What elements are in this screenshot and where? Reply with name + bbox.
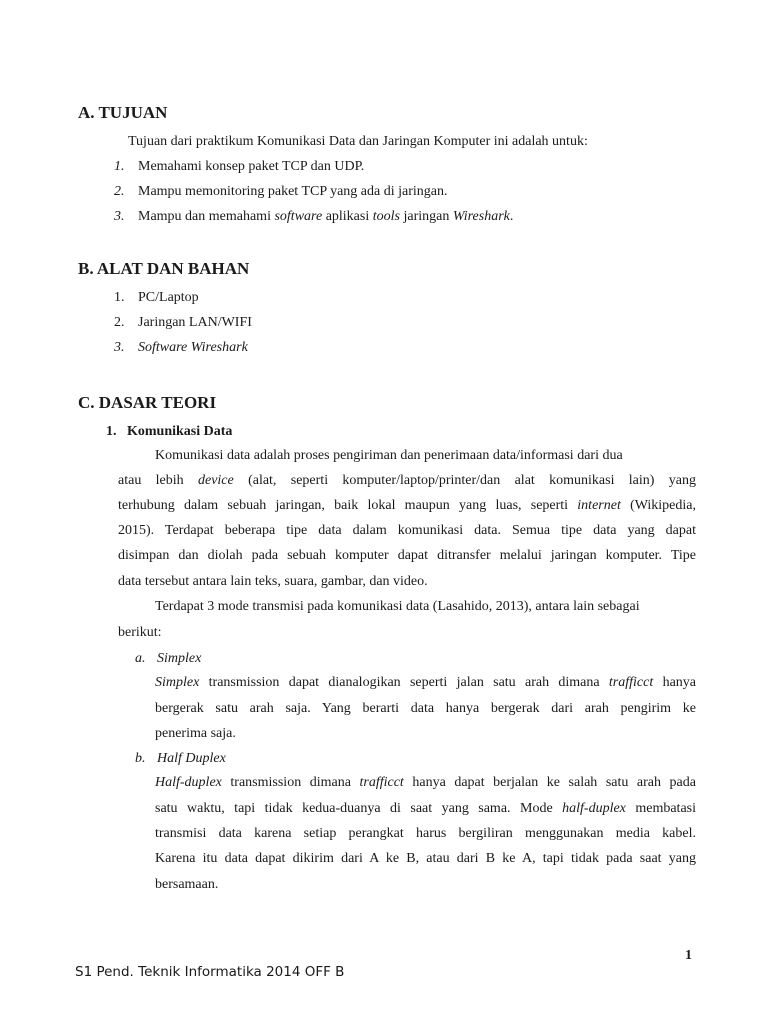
- italic-term: tools: [372, 209, 400, 224]
- italic-term: trafficct: [608, 675, 654, 690]
- list-number: 1.: [114, 290, 125, 305]
- tujuan-intro: Tujuan dari praktikum Komunikasi Data dan Jaringan Komputer ini adalah untuk:: [128, 134, 588, 149]
- heading-alat-bahan: B. ALAT DAN BAHAN: [78, 259, 250, 278]
- list-text: Memahami konsep paket TCP dan UDP.: [138, 159, 365, 174]
- italic-term: trafficct: [359, 775, 404, 790]
- list-text: PC/Laptop: [138, 290, 199, 305]
- paragraph-line: transmisi data karena setiap perangkat harus bergiliran menggunakan media kabel.: [155, 826, 696, 841]
- list-text: Mampu dan memahami: [138, 209, 275, 224]
- paragraph-line: [155, 800, 696, 818]
- paragraph-line: Karena itu data dapat dikirim dari A ke B, atau dari B ke A, tapi tidak pada saat yang: [155, 851, 696, 866]
- mode-simplex-title: [135, 650, 201, 668]
- text-span: transmission dapat dianalogikan seperti jalan satu arah dimana: [199, 675, 609, 690]
- paragraph-line: Komunikasi data adalah proses pengiriman dan penerimaan data/informasi dari dua: [155, 448, 623, 463]
- list-text: jaringan: [399, 209, 453, 224]
- tujuan-item-3: [114, 208, 513, 226]
- paragraph-line: berikut:: [118, 625, 162, 640]
- paragraph-line: bersamaan.: [155, 877, 219, 892]
- text-span: (Wikipedia,: [620, 498, 696, 513]
- italic-term: Simplex: [155, 675, 200, 690]
- italic-term: device: [197, 473, 234, 488]
- list-number: 2.: [114, 315, 125, 330]
- mode-half-duplex-title: [135, 750, 226, 768]
- text-span: (alat, seperti komputer/laptop/printer/dan alat komunikasi lain) yang: [233, 473, 696, 488]
- text-span: satu waktu, tapi tidak kedua-duanya di saat yang sama. Mode: [155, 801, 563, 816]
- mode-title: Simplex: [157, 651, 202, 666]
- paragraph-line: data tersebut antara lain teks, suara, gambar, dan video.: [118, 574, 428, 589]
- alat-item-2: [114, 314, 252, 332]
- subheading-komunikasi-data: 1. Komunikasi Data: [106, 424, 233, 439]
- paragraph-line: [118, 472, 696, 490]
- paragraph-line: Terdapat 3 mode transmisi pada komunikasi data (Lasahido, 2013), antara lain sebagai: [155, 599, 640, 614]
- paragraph-line: penerima saja.: [155, 726, 236, 741]
- paragraph-line: disimpan dan diolah pada sebuah komputer dapat ditransfer melalui jaringan komputer. Tipe: [118, 548, 696, 563]
- list-number: 3.: [114, 209, 125, 224]
- heading-tujuan: A. TUJUAN: [78, 103, 168, 122]
- italic-term: half-duplex: [562, 801, 626, 816]
- tujuan-item-2: [114, 183, 448, 201]
- tujuan-item-1: [114, 158, 364, 176]
- paragraph-line: [155, 774, 696, 792]
- list-number: 1.: [114, 159, 125, 174]
- list-number: 2.: [114, 184, 125, 199]
- text-span: terhubung dalam sebuah jaringan, baik lokal maupun yang luas, seperti: [118, 498, 578, 513]
- heading-dasar-teori: C. DASAR TEORI: [78, 393, 217, 412]
- list-text: Jaringan LAN/WIFI: [138, 315, 252, 330]
- text-span: hanya: [653, 675, 696, 690]
- list-number: 3.: [114, 340, 125, 355]
- paragraph-line: bergerak satu arah saja. Yang berarti data hanya bergerak dari arah pengirim ke: [155, 701, 696, 716]
- text-span: transmission dimana: [221, 775, 360, 790]
- italic-term: internet: [577, 498, 621, 513]
- text-span: hanya dapat berjalan ke salah satu arah pada: [403, 775, 696, 790]
- paragraph-line: [155, 674, 696, 692]
- text-span: membatasi: [625, 801, 696, 816]
- list-letter: a.: [135, 651, 146, 666]
- list-text: Software Wireshark: [138, 340, 248, 355]
- alat-item-3: [114, 339, 248, 357]
- list-letter: b.: [135, 751, 146, 766]
- italic-term: Wireshark: [452, 209, 510, 224]
- alat-item-1: [114, 289, 199, 307]
- paragraph-line: [118, 497, 696, 515]
- paragraph-line: 2015). Terdapat beberapa tipe data dalam komunikasi data. Semua tipe data yang dapat: [118, 523, 696, 538]
- italic-term: software: [274, 209, 323, 224]
- list-text: aplikasi: [322, 209, 373, 224]
- text-span: atau lebih: [118, 473, 198, 488]
- list-text: .: [509, 209, 514, 224]
- list-text: Mampu memonitoring paket TCP yang ada di jaringan.: [138, 184, 448, 199]
- mode-title: Half Duplex: [157, 751, 226, 766]
- page-number: 1: [685, 948, 692, 963]
- footer-text: S1 Pend. Teknik Informatika 2014 OFF B: [75, 964, 345, 980]
- italic-term: Half-duplex: [155, 775, 222, 790]
